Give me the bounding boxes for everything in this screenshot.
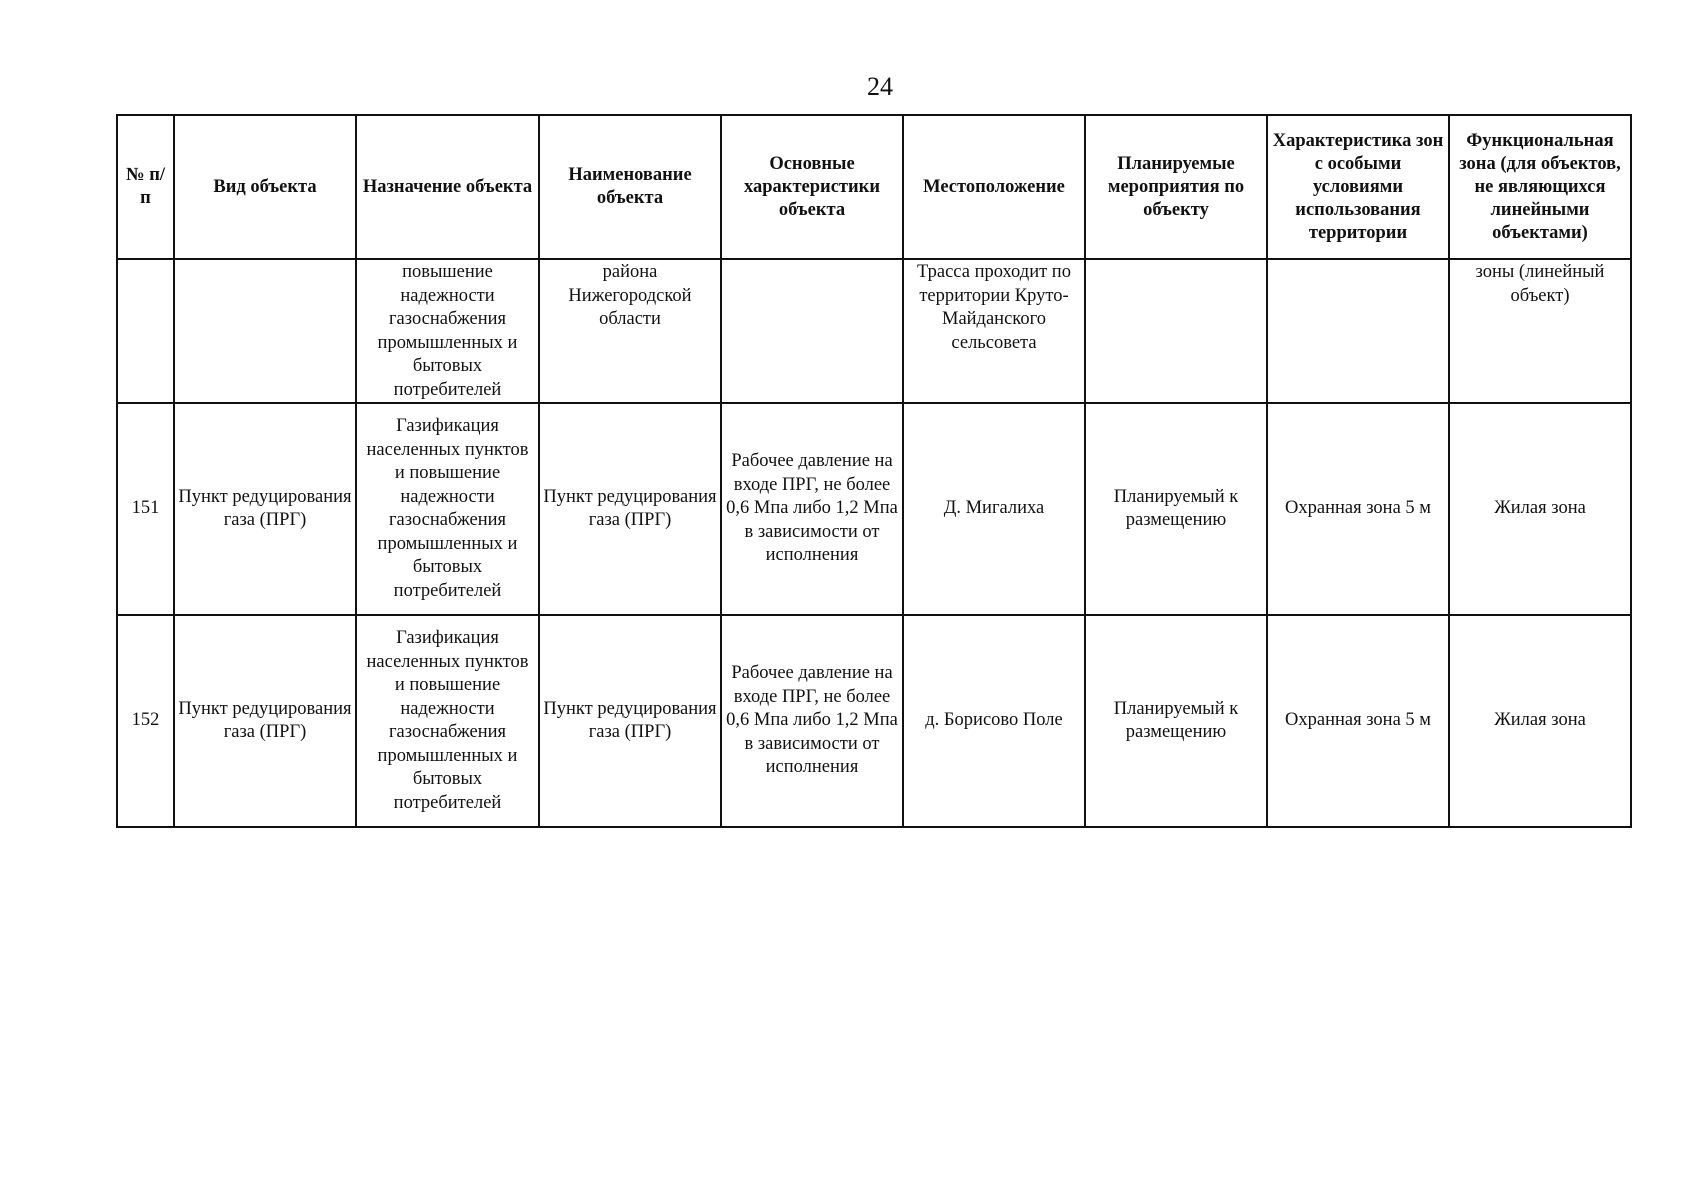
header-cell-characteristics: Основные характеристики объекта bbox=[721, 115, 903, 259]
table-cell: Газификация населенных пунктов и повышение надежности газоснабжения промышленных и бытовых потребителей bbox=[356, 615, 539, 827]
table-cell: д. Борисово Поле bbox=[903, 615, 1085, 827]
table-cell-number: 151 bbox=[117, 403, 174, 615]
table-cell bbox=[174, 259, 356, 403]
table-cell: Рабочее давление на входе ПРГ, не более 0,6 Мпа либо 1,2 Мпа в зависимости от исполнения bbox=[721, 615, 903, 827]
table-cell: Трасса проходит по территории Круто-Майданского сельсовета bbox=[903, 259, 1085, 403]
table-cell: Жилая зона bbox=[1449, 615, 1631, 827]
table-cell: Газификация населенных пунктов и повышение надежности газоснабжения промышленных и бытовых потребителей bbox=[356, 403, 539, 615]
table-cell: Охранная зона 5 м bbox=[1267, 615, 1449, 827]
table-cell: Планируемый к размещению bbox=[1085, 403, 1267, 615]
header-cell-number: № п/п bbox=[117, 115, 174, 259]
table-cell: Пункт редуцирования газа (ПРГ) bbox=[539, 403, 721, 615]
header-cell-object-type: Вид объекта bbox=[174, 115, 356, 259]
table-cell: Планируемый к размещению bbox=[1085, 615, 1267, 827]
header-cell-location: Местоположение bbox=[903, 115, 1085, 259]
header-cell-purpose: Назначение объекта bbox=[356, 115, 539, 259]
table-cell: Рабочее давление на входе ПРГ, не более 0,6 Мпа либо 1,2 Мпа в зависимости от исполнения bbox=[721, 403, 903, 615]
table-row-continuation bbox=[117, 259, 1631, 403]
table-cell: зоны (линейный объект) bbox=[1449, 259, 1631, 403]
table-cell: района Нижегородской области bbox=[539, 259, 721, 403]
table-cell bbox=[721, 259, 903, 403]
table-row bbox=[117, 615, 1631, 827]
table-row bbox=[117, 403, 1631, 615]
table-header-row bbox=[117, 115, 1631, 259]
header-cell-functional-zone: Функциональная зона (для объектов, не являющихся линейными объектами) bbox=[1449, 115, 1631, 259]
table-cell bbox=[1267, 259, 1449, 403]
table-cell: Пункт редуцирования газа (ПРГ) bbox=[539, 615, 721, 827]
table-cell: Пункт редуцирования газа (ПРГ) bbox=[174, 615, 356, 827]
table-cell: повышение надежности газоснабжения промышленных и бытовых потребителей bbox=[356, 259, 539, 403]
header-cell-special-zones: Характеристика зон с особыми условиями использования территории bbox=[1267, 115, 1449, 259]
table-cell-number: 152 bbox=[117, 615, 174, 827]
table-cell: Д. Мигалиха bbox=[903, 403, 1085, 615]
objects-table bbox=[116, 114, 1632, 828]
header-cell-name: Наименование объекта bbox=[539, 115, 721, 259]
page-number: 24 bbox=[867, 72, 893, 101]
table-cell bbox=[1085, 259, 1267, 403]
table-cell: Жилая зона bbox=[1449, 403, 1631, 615]
table-cell bbox=[117, 259, 174, 403]
table-cell: Охранная зона 5 м bbox=[1267, 403, 1449, 615]
table-cell: Пункт редуцирования газа (ПРГ) bbox=[174, 403, 356, 615]
header-cell-planned-actions: Планируемые мероприятия по объекту bbox=[1085, 115, 1267, 259]
